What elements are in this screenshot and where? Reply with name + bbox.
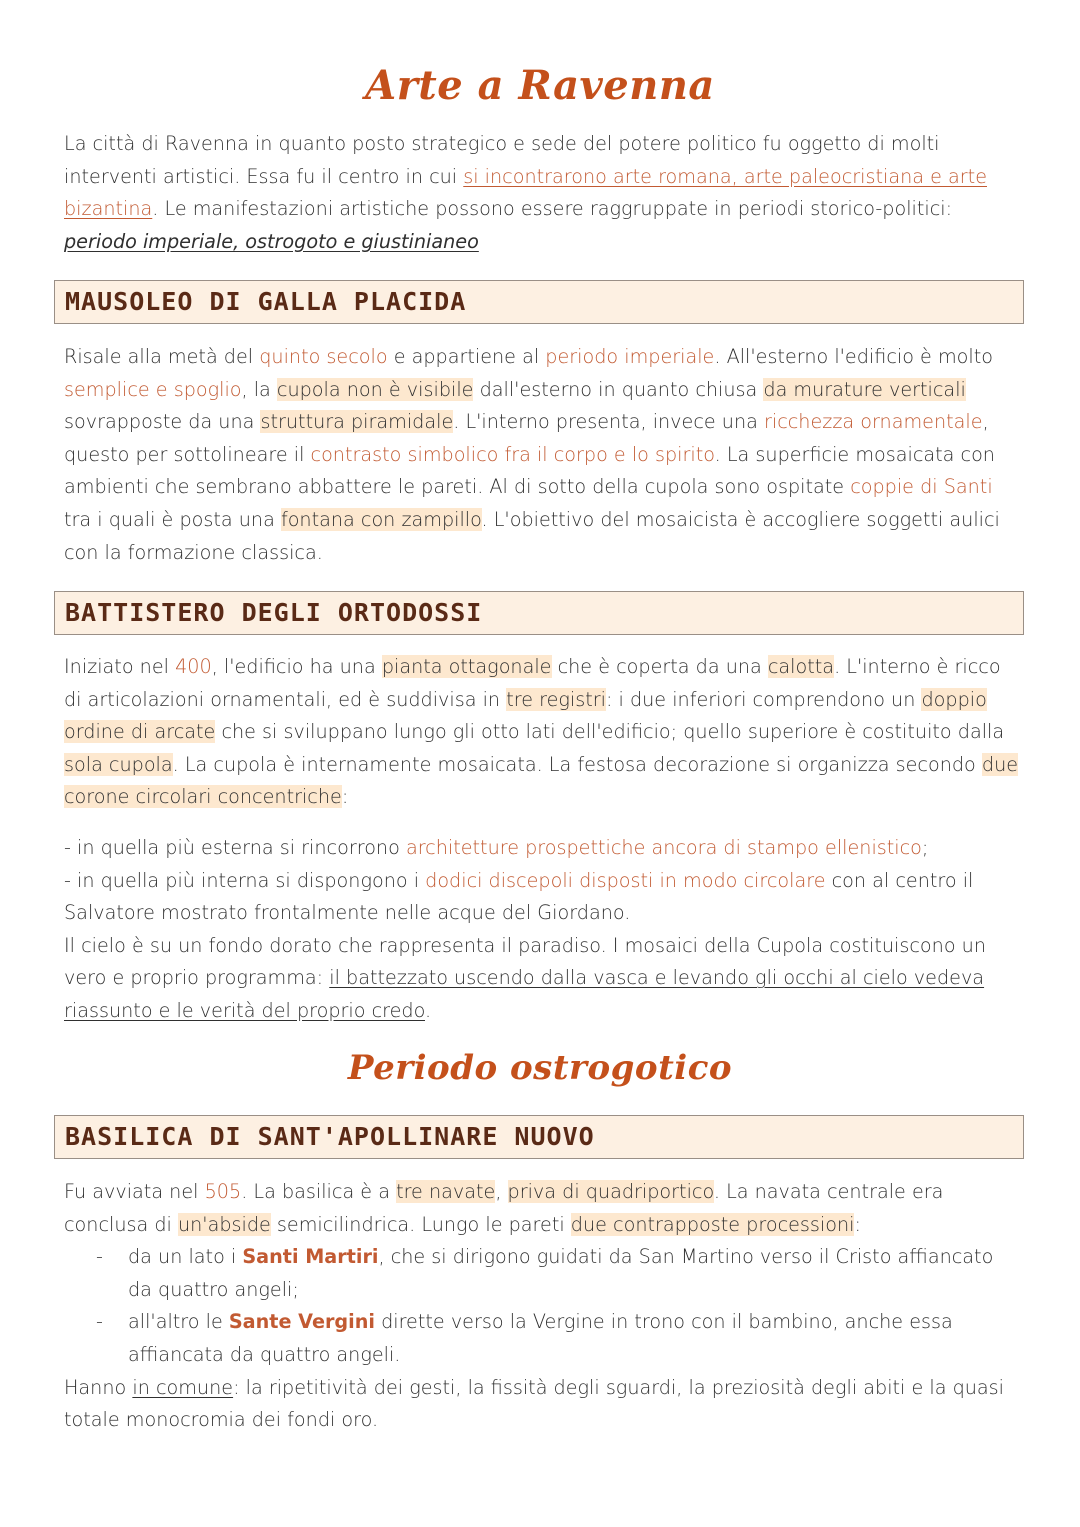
basilica-paragraph	[64, 1176, 1019, 1437]
list-item	[64, 865, 1019, 930]
closing-text	[64, 1372, 1019, 1437]
text: sovrapposte da una	[64, 410, 261, 434]
text: , l'edificio ha una	[211, 655, 382, 678]
highlight-term: da murature verticali	[763, 377, 966, 401]
highlight-term: doppio ordine di arcate	[64, 687, 987, 744]
text: . L'interno è ricco di articolazioni ornamentali, ed è suddivisa in	[64, 655, 1001, 711]
procession-list	[64, 1241, 1019, 1371]
highlight-term: tre navate	[396, 1180, 496, 1203]
orange-term: 505	[204, 1180, 242, 1203]
section-heading-text: BATTISTERO DEGLI ORTODOSSI	[65, 598, 483, 627]
section-heading-mausoleo	[54, 280, 1024, 324]
text: dirette verso la Vergine in trono con il bambino, anche essa affiancata da quattro angeli.	[128, 1310, 953, 1366]
highlight-term: fontana con zampillo	[280, 507, 482, 531]
text: . All'esterno l'edificio è molto	[714, 345, 993, 368]
intro-highlight: si incontrarono arte romana, arte paleocristiana e arte bizantina	[64, 164, 987, 221]
orange-term: semplice e spoglio	[64, 377, 242, 401]
orange-term: Santi Martiri	[242, 1245, 379, 1269]
highlight-term: calotta	[767, 655, 835, 678]
highlight-term: pianta ottagonale	[381, 655, 552, 678]
mausoleo-paragraph	[64, 341, 1019, 569]
paragraph-text	[64, 1176, 1019, 1241]
orange-term: periodo imperiale	[545, 345, 715, 368]
text: e appartiene al	[387, 345, 546, 368]
intro-text-2: . Le manifestazioni artistiche possono essere raggruppate in periodi storico-politici:	[152, 197, 953, 221]
text: . La basilica è a	[241, 1180, 397, 1203]
highlight-term: due contrapposte processioni	[570, 1212, 855, 1236]
underlined-phrase: in comune	[132, 1375, 234, 1399]
highlight-term: un'abside	[177, 1212, 271, 1236]
text: , questo per sottolineare il	[64, 410, 989, 466]
text: semicilindrica. Lungo le pareti	[270, 1212, 571, 1236]
orange-term: quinto secolo	[259, 345, 388, 368]
orange-term: architetture prospettiche ancora di stampo ellenistico	[405, 836, 922, 859]
text: Risale alla metà del	[64, 345, 260, 368]
list-item	[64, 1241, 1019, 1306]
text: . L'interno presenta, invece una	[453, 410, 764, 434]
highlight-term: struttura piramidale	[260, 410, 454, 434]
text: :	[854, 1212, 861, 1236]
orange-term: 400	[175, 655, 212, 678]
page-title: Arte a Ravenna	[365, 62, 715, 109]
text: - in quella più interna si dispongono i	[64, 868, 426, 892]
text: che si sviluppano lungo gli otto lati dell'edificio; quello superiore è costituito dalla	[215, 720, 1005, 744]
period-title: Periodo ostrogotico	[347, 1048, 733, 1088]
battistero-paragraph-2	[64, 832, 1019, 1028]
text: tra i quali è posta una	[64, 507, 281, 531]
text: - in quella più esterna si rincorrono	[64, 836, 406, 859]
intro-paragraph	[64, 128, 1019, 258]
text: con al centro il Salvatore mostrato frontalmente nelle acque del Giordano.	[64, 868, 974, 925]
section-heading-battistero	[54, 591, 1024, 635]
battistero-paragraph-1	[64, 651, 1019, 814]
text: dall'esterno in quanto chiusa	[473, 377, 764, 401]
intro-periods: periodo imperiale, ostrogoto e giustinianeo	[64, 229, 479, 253]
orange-term: dodici discepoli disposti in modo circolare	[425, 868, 826, 892]
text: .	[425, 998, 432, 1022]
text: :	[341, 785, 349, 809]
text: Fu avviata nel	[64, 1180, 205, 1203]
text: : i due inferiori comprendono un	[605, 687, 922, 711]
highlight-term: due corone circolari concentriche	[64, 752, 1019, 809]
text: che è coperta da una	[551, 655, 768, 678]
orange-term: Sante Vergini	[228, 1310, 375, 1334]
text: . La navata centrale era conclusa di	[64, 1180, 944, 1236]
text: Il cielo è su un fondo dorato che rappresenta il paradiso. I mosaici della Cupola costituiscono un vero e proprio programma:	[64, 933, 986, 990]
section-heading-basilica	[54, 1115, 1024, 1159]
text: Hanno	[64, 1375, 133, 1399]
list-item	[64, 1306, 1019, 1371]
list-item	[64, 832, 1019, 865]
text: da un lato i	[128, 1245, 243, 1269]
orange-term: coppie di Santi	[850, 475, 993, 499]
text: , la	[241, 377, 277, 401]
section-heading-text: BASILICA DI SANT'APOLLINARE NUOVO	[65, 1122, 595, 1151]
closing-text	[64, 930, 1019, 1028]
text: all'altro le	[128, 1310, 229, 1334]
orange-term: contrasto simbolico fra il corpo e lo spirito	[310, 442, 715, 466]
section-heading-text: MAUSOLEO DI GALLA PLACIDA	[65, 287, 467, 316]
text: . La cupola è internamente mosaicata. La festosa decorazione si organizza secondo	[172, 752, 982, 776]
highlight-term: cupola non è visibile	[276, 377, 474, 401]
orange-term: ricchezza ornamentale	[763, 410, 983, 434]
highlight-term: priva di quadriportico	[507, 1180, 714, 1203]
highlight-term: sola cupola	[64, 752, 173, 776]
intro-text: La città di Ravenna in quanto posto strategico e sede del potere politico fu oggetto di molti interventi artistici. Essa fu il centro in cui	[64, 132, 940, 188]
text: ;	[921, 836, 929, 859]
underlined-phrase: il battezzato uscendo dalla vasca e levando gli occhi al cielo vedeva riassunto e le verità del proprio credo	[64, 966, 985, 1022]
highlight-term: tre registri	[506, 687, 606, 711]
text: Iniziato nel	[64, 655, 176, 678]
text: ,	[495, 1180, 508, 1203]
text: : la ripetitività dei gesti, la fissità degli sguardi, la preziosità degli abiti e la quasi totale monocromia dei fondi oro.	[64, 1375, 1004, 1432]
text: . La superficie mosaicata con ambienti che sembrano abbattere le pareti. Al di sotto della cupola sono ospitate	[64, 442, 995, 499]
text: , che si dirigono guidati da San Martino verso il Cristo affiancato da quattro angeli;	[128, 1245, 994, 1301]
text: . L'obiettivo del mosaicista è accogliere soggetti aulici con la formazione classica.	[64, 507, 1000, 564]
